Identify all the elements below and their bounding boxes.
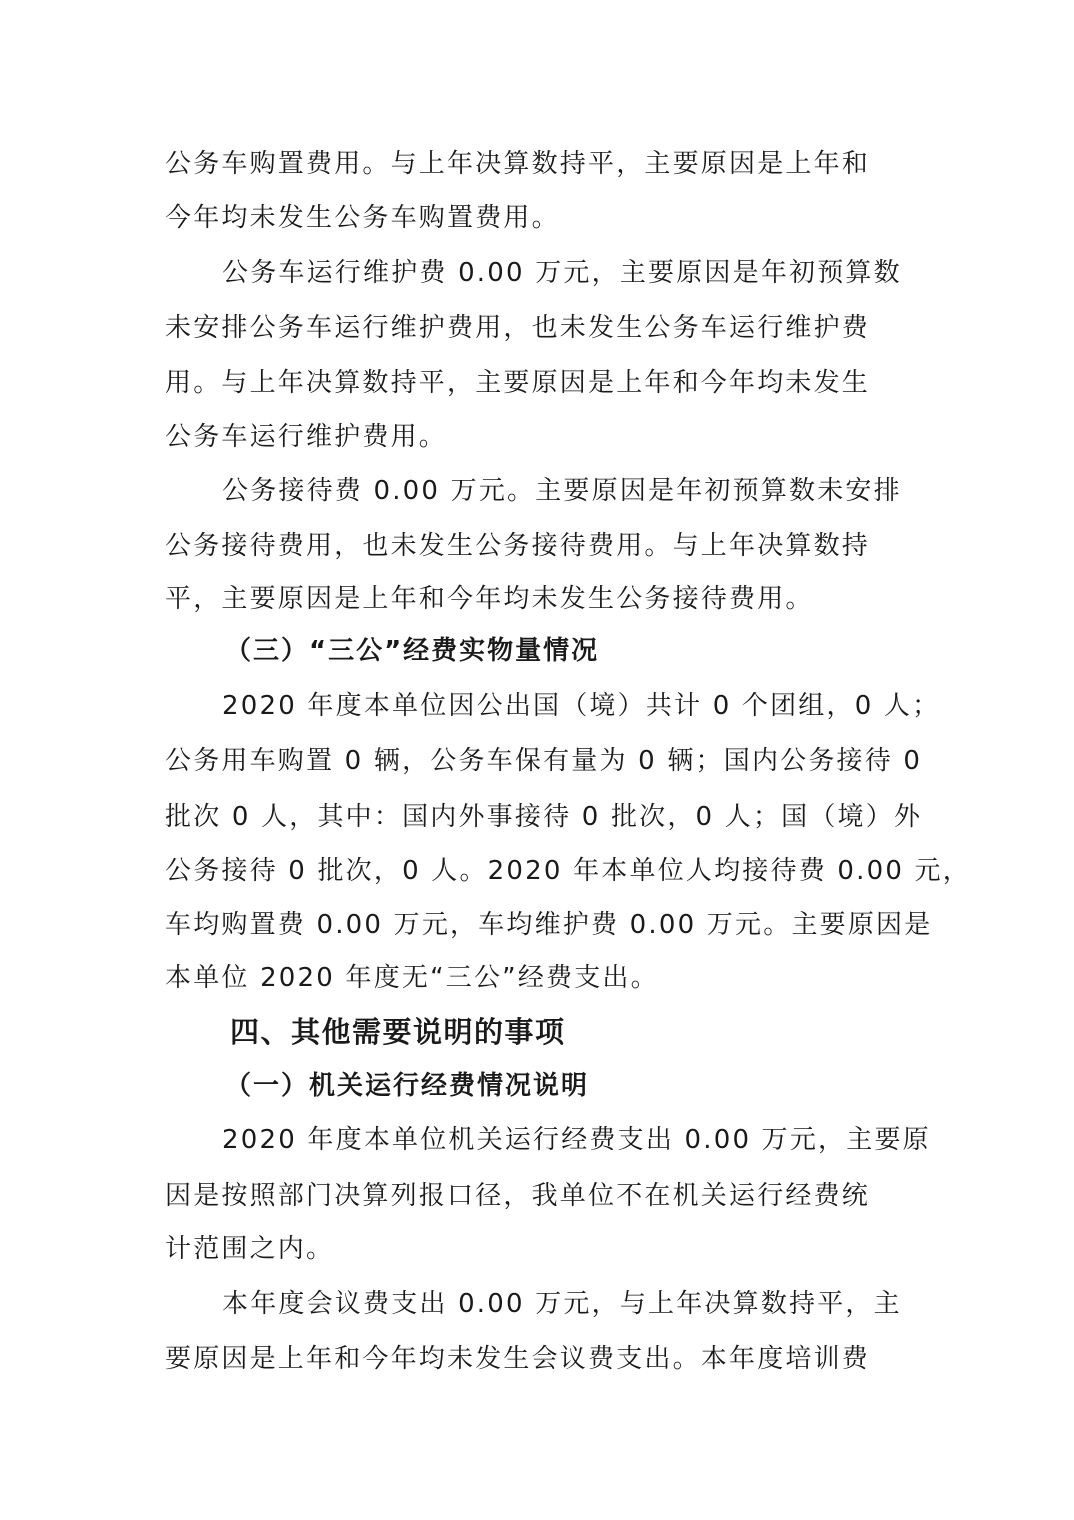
paragraph-line: 公务接待费 0.00 万元。主要原因是年初预算数未安排 [222,476,902,506]
paragraph-line: 本单位 2020 年度无“三公”经费支出。 [165,963,659,993]
paragraph-line: 未安排公务车运行维护费用，也未发生公务车运行维护费 [165,313,871,343]
paragraph-line: 用。与上年决算数持平，主要原因是上年和今年均未发生 [165,368,871,398]
section-heading: （三）“三公”经费实物量情况 [225,636,600,666]
section-heading: （一）机关运行经费情况说明 [225,1071,590,1101]
paragraph-line: 公务接待 0 批次，0 人。2020 年本单位人均接待费 0.00 元， [165,856,971,886]
paragraph-line: 公务接待费用，也未发生公务接待费用。与上年决算数持 [165,531,871,561]
chapter-heading: 四、其他需要说明的事项 [230,1015,566,1049]
paragraph-line: 公务用车购置 0 辆，公务车保有量为 0 辆；国内公务接待 0 [165,746,923,776]
paragraph-line: 本年度会议费支出 0.00 万元，与上年决算数持平，主 [222,1289,902,1319]
paragraph-line: 公务车运行维护费 0.00 万元，主要原因是年初预算数 [222,258,902,288]
paragraph-line: 公务车购置费用。与上年决算数持平，主要原因是上年和 [165,149,871,179]
paragraph-line: 今年均未发生公务车购置费用。 [165,203,560,233]
paragraph-line: 公务车运行维护费用。 [165,422,448,452]
paragraph-line: 要原因是上年和今年均未发生会议费支出。本年度培训费 [165,1344,871,1374]
paragraph-line: 车均购置费 0.00 万元，车均维护费 0.00 万元。主要原因是 [165,910,933,940]
paragraph-line: 2020 年度本单位机关运行经费支出 0.00 万元，主要原 [222,1125,931,1155]
paragraph-line: 因是按照部门决算列报口径，我单位不在机关运行经费统 [165,1181,871,1211]
paragraph-line: 平，主要原因是上年和今年均未发生公务接待费用。 [165,584,814,614]
paragraph-line: 2020 年度本单位因公出国（境）共计 0 个团组，0 人； [222,691,941,721]
paragraph-line: 计范围之内。 [165,1234,335,1264]
paragraph-line: 批次 0 人，其中：国内外事接待 0 批次，0 人；国（境）外 [165,802,923,832]
